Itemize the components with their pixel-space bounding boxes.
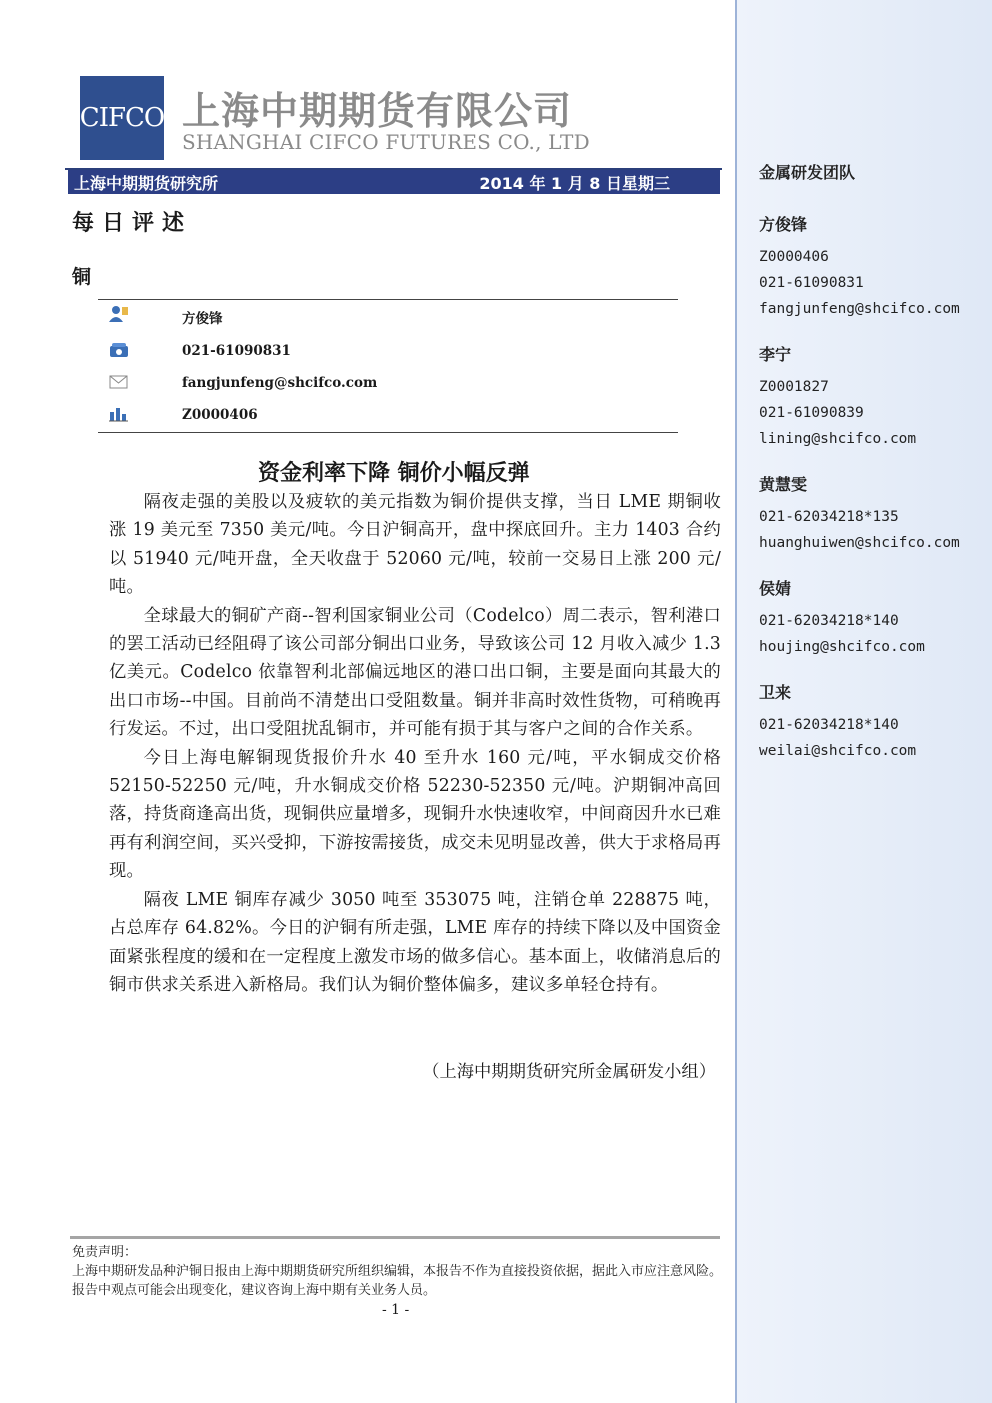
article-body xyxy=(109,488,721,999)
phone-icon xyxy=(108,340,130,360)
contact-license: Z0000406 xyxy=(182,407,258,423)
article-paragraph: 隔夜走强的美股以及疲软的美元指数为铜价提供支撑，当日 LME 期铜收涨 19 美元至 7350 美元/吨。今日沪铜高开，盘中探底回升。主力 1403 合约以 51940 元/吨开盘，全天收盘于 52060 元/吨，较前一交易日上涨 200 元/吨。 xyxy=(109,492,721,598)
member-name: 侯婧 xyxy=(759,579,792,598)
report-date: 2014 年 1 月 8 日星期三 xyxy=(479,174,670,193)
article-paragraph: 隔夜 LME 铜库存减少 3050 吨至 353075 吨，注销仓单 228875 吨，占总库存 64.82%。今日的沪铜有所走强，LME 库存的持续下降以及中国资金面紧张程度的缓和在一定程度上激发市场的做多信心。基本面上，收储消息后的铜市供求关系进入新格局。我们认为铜价整体偏多，建议多单轻仓持有。 xyxy=(109,889,721,995)
team-member xyxy=(759,576,925,660)
contact-name: 方俊锋 xyxy=(182,311,223,327)
contact-name-row xyxy=(108,304,668,328)
disclaimer-text: 上海中期研发品种沪铜日报由上海中期期货研究所组织编辑，本报告不作为直接投资依据，据此入市应注意风险。报告中观点可能会出现变化，建议咨询上海中期有关业务人员。 xyxy=(72,1264,723,1298)
contact-phone: 021-61090831 xyxy=(182,343,291,359)
member-phone: 021-61090839 xyxy=(759,405,864,421)
article-paragraph: 今日上海电解铜现货报价升水 40 至升水 160 元/吨，平水铜成交价格 52150-52250 元/吨，升水铜成交价格 52230-52350 元/吨。沪期铜冲高回落，持货商逢高出货，现铜供应量增多，现铜升水快速收窄，中间商因升水已难再有利润空间，买兴受抑，下游按需接货，成交未见明显改善，供大于求格局再现。 xyxy=(109,747,721,882)
contact-phone-row xyxy=(108,340,668,364)
member-email[interactable]: huanghuiwen@shcifco.com xyxy=(759,535,960,551)
member-email[interactable]: houjing@shcifco.com xyxy=(759,639,925,655)
article-signature: （上海中期期货研究所金属研发小组） xyxy=(422,1062,716,1082)
research-team-sidebar xyxy=(735,0,992,1403)
footer-rule xyxy=(70,1236,720,1239)
member-phone: 021-62034218*135 xyxy=(759,509,899,525)
member-email[interactable]: weilai@shcifco.com xyxy=(759,743,917,759)
logo-mark: CIFCO xyxy=(79,103,165,133)
team-title: 金属研发团队 xyxy=(759,163,856,182)
product-name: 铜 xyxy=(72,266,92,288)
team-member xyxy=(759,680,916,764)
member-phone: 021-62034218*140 xyxy=(759,717,899,733)
header-band xyxy=(68,170,720,194)
institute-name: 上海中期期货研究所 xyxy=(74,174,219,193)
member-name: 卫来 xyxy=(759,683,792,702)
member-name: 黄慧雯 xyxy=(759,475,808,494)
mail-icon xyxy=(108,372,130,392)
person-icon xyxy=(108,304,130,324)
member-email[interactable]: lining@shcifco.com xyxy=(759,431,917,447)
member-phone: 021-61090831 xyxy=(759,275,864,291)
contact-license-row xyxy=(108,404,668,428)
member-license: Z0001827 xyxy=(759,379,829,395)
contact-bottom-rule xyxy=(98,432,678,433)
page-number: - 1 - xyxy=(382,1302,410,1318)
member-name: 方俊锋 xyxy=(759,215,808,234)
member-license: Z0000406 xyxy=(759,249,829,265)
contact-email: fangjunfeng@shcifco.com xyxy=(182,375,378,391)
disclaimer xyxy=(72,1243,722,1300)
team-member xyxy=(759,342,916,452)
team-member xyxy=(759,472,960,556)
member-email[interactable]: fangjunfeng@shcifco.com xyxy=(759,301,960,317)
team-member xyxy=(759,212,960,322)
contact-email-row xyxy=(108,372,668,396)
chart-icon xyxy=(108,404,130,424)
cifco-logo xyxy=(80,76,164,160)
article-headline: 资金利率下降 铜价小幅反弹 xyxy=(258,461,530,486)
contact-top-rule xyxy=(98,299,678,300)
member-phone: 021-62034218*140 xyxy=(759,613,899,629)
article-paragraph: 全球最大的铜矿产商--智利国家铜业公司（Codelco）周二表示，智利港口的罢工活动已经阻碍了该公司部分铜出口业务，导致该公司 12 月收入减少 1.3 亿美元。Codelco 依靠智利北部偏远地区的港口出口铜，主要是面向其最大的出口市场--中国。目前尚不清楚出口受阻数量。铜并非高时效性货物，可稍晚再行发运。不过，出口受阻扰乱铜市，并可能有损于其与客户之间的合作关系。 xyxy=(109,605,721,740)
disclaimer-title: 免责声明： xyxy=(72,1245,138,1260)
section-title: 每日评述 xyxy=(72,211,193,236)
member-name: 李宁 xyxy=(759,345,792,364)
company-name-cn: 上海中期期货有限公司 xyxy=(182,89,573,133)
company-name-en: SHANGHAI CIFCO FUTURES CO., LTD xyxy=(182,130,590,154)
